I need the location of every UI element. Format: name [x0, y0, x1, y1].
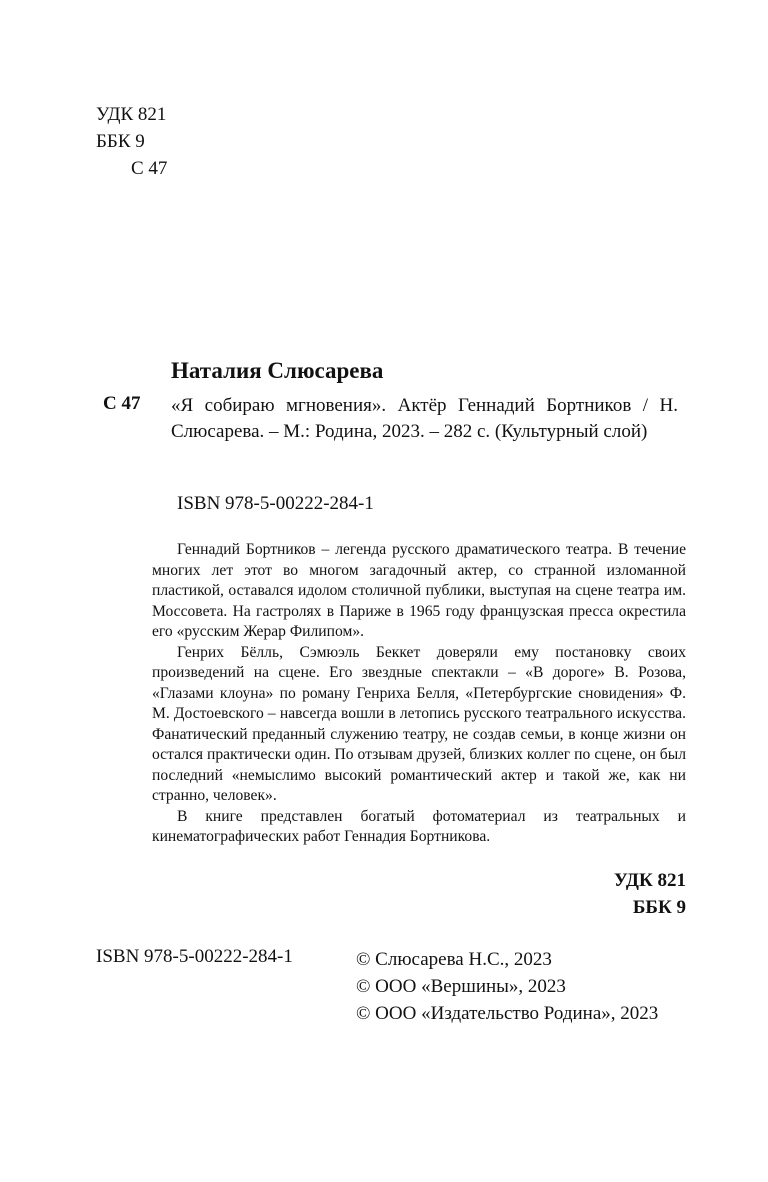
- isbn-bottom: ISBN 978-5-00222-284-1: [96, 946, 293, 967]
- annotation: [152, 540, 686, 848]
- card-author-mark: С 47: [103, 393, 141, 414]
- bbk-code-bottom: ББК 9: [632, 897, 686, 918]
- annotation-paragraph: Генрих Бёлль, Сэмюэль Беккет доверяли ему постановку своих произведений на сцене. Его звездные спектакли – «В дороге» В. Розова, «Глазами клоуна» по роману Генриха Белля, «Петербургские сновидения» Ф. М. Достоевского – навсегда вошли в летопись русского театрального искусства. Фанатический преданный служению театру, не создав семьи, в конце жизни он остался практически один. По отзывам друзей, близких коллег по сцене, он был последний «немыслимо высокий романтический актер и такой же, как ни странно, человек».: [152, 643, 686, 804]
- copyright-block: [356, 946, 658, 1027]
- copyright-line: © ООО «Издательство Родина», 2023: [356, 1003, 659, 1024]
- author-mark: С 47: [131, 158, 168, 179]
- annotation-paragraph: Геннадий Бортников – легенда русского драматического театра. В течение многих лет этот во многом загадочный актер, со странной изломанной пластикой, оставался идолом столичной публики, выступая на сцене театра им. Моссовета. На гастролях в Париже в 1965 году французская пресса окрестила его «русским Жерар Филипом».: [152, 541, 686, 640]
- annotation-paragraph: В книге представлен богатый фотоматериал из театральных и кинематографических работ Геннадия Бортникова.: [152, 807, 686, 845]
- bbk-code: ББК 9: [96, 131, 145, 152]
- isbn-main: ISBN 978-5-00222-284-1: [177, 493, 374, 514]
- copyright-line: © Слюсарева Н.С., 2023: [356, 949, 552, 970]
- copyright-line: © ООО «Вершины», 2023: [356, 976, 566, 997]
- udk-code-bottom: УДК 821: [613, 870, 686, 891]
- classification-block-bottom: [560, 867, 686, 921]
- author-name: Наталия Слюсарева: [171, 358, 384, 383]
- udk-code: УДК 821: [96, 104, 167, 125]
- classification-block-top: [96, 101, 167, 182]
- bibliographic-description: «Я собираю мгновения». Актёр Геннадий Бортников / Н. Слюсарева. – М.: Родина, 2023. – 282 с. (Культурный слой): [171, 395, 678, 442]
